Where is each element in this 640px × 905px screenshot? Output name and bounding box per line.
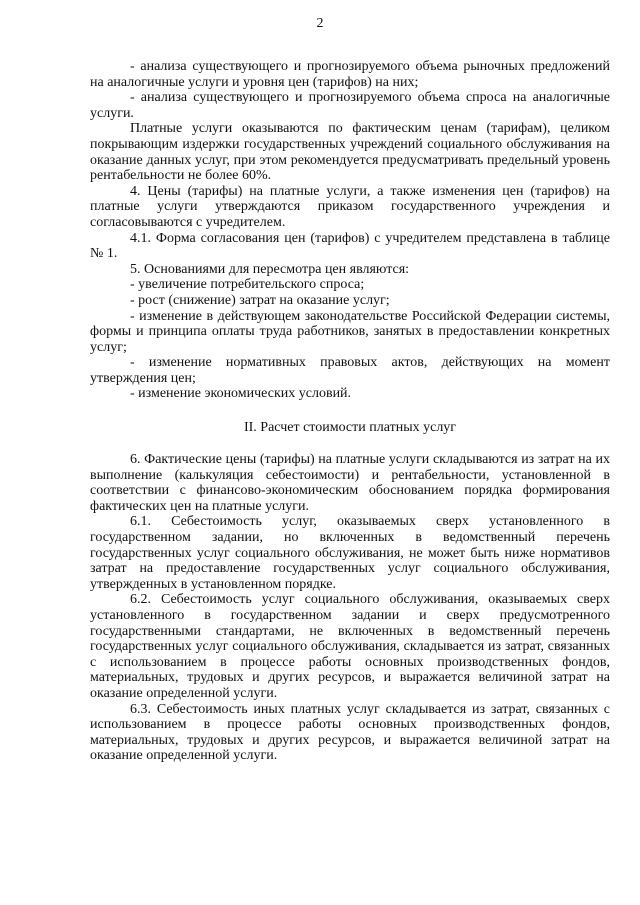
list-item-economic-conditions: - изменение экономических условий.	[130, 386, 352, 402]
paragraph-item-6-2: 6.2. Себестоимость услуг социального обслуживания, оказываемых сверх установленного в государственном задании и сверх предусмотренного государственными стандартами, не включенных в ведомственный перечень государственных услуг социального обслуживания, складывается из затрат, связанных с использованием в процессе работы основных производственных фондов, материальных, трудовых и других ресурсов, и выражается величиной затрат на оказание определенной услуги.	[90, 592, 610, 701]
list-item-cost-change: - рост (снижение) затрат на оказание услуг;	[130, 292, 390, 308]
paragraph-market-analysis: - анализа существующего и прогнозируемого объема рыночных предложений на аналогичные услуги и уровня цен (тарифов) на них;	[90, 59, 610, 90]
paragraph-item-5: 5. Основаниями для пересмотра цен являются:	[130, 261, 410, 277]
paragraph-item-6-3: 6.3. Себестоимость иных платных услуг складывается из затрат, связанных с использованием в процессе работы основных производственных фондов, материальных, трудовых и других ресурсов, и выражается величиной затрат на оказание определенной услуги.	[90, 701, 610, 764]
document-body	[90, 59, 610, 764]
section-heading: II. Расчет стоимости платных услуг	[243, 420, 457, 436]
list-item-demand-increase: - увеличение потребительского спроса;	[130, 277, 365, 293]
page-number: 2	[316, 16, 324, 31]
list-item-legislation-change: - изменение в действующем законодательстве Российской Федерации системы, формы и принципа оплаты труда работников, занятых в предоставлении конкретных услуг;	[90, 308, 610, 355]
paragraph-demand-analysis: - анализа существующего и прогнозируемого объема спроса на аналогичные услуги.	[90, 90, 610, 121]
list-item-normative-acts-change: - изменение нормативных правовых актов, действующих на момент утверждения цен;	[90, 355, 610, 386]
paragraph-item-4: 4. Цены (тарифы) на платные услуги, а также изменения цен (тарифов) на платные услуги утверждаются приказом государственного учреждения и согласовываются с учредителем.	[90, 183, 610, 230]
paragraph-item-6-1: 6.1. Себестоимость услуг, оказываемых сверх установленного в государственном задании, но включенных в ведомственный перечень государственных услуг социального обслуживания, не может быть ниже нормативов затрат на предоставление государственных услуг социального обслуживания, утвержденных в установленном порядке.	[90, 514, 610, 592]
paragraph-item-4-1: 4.1. Форма согласования цен (тарифов) с учредителем представлена в таблице № 1.	[90, 230, 610, 262]
paragraph-item-6: 6. Фактические цены (тарифы) на платные услуги складываются из затрат на их выполнение (калькуляция себестоимости) и рентабельности, установленной в соответствии с финансово-экономическим обоснованием порядка формирования фактических цен на платные услуги.	[90, 452, 610, 514]
paragraph-actual-prices: Платные услуги оказываются по фактическим ценам (тарифам), целиком покрывающим издержки государственных учреждений социального обслуживания на оказание данных услуг, при этом рекомендуется предусматривать предельный уровень рентабельности не более 60%.	[90, 121, 610, 184]
